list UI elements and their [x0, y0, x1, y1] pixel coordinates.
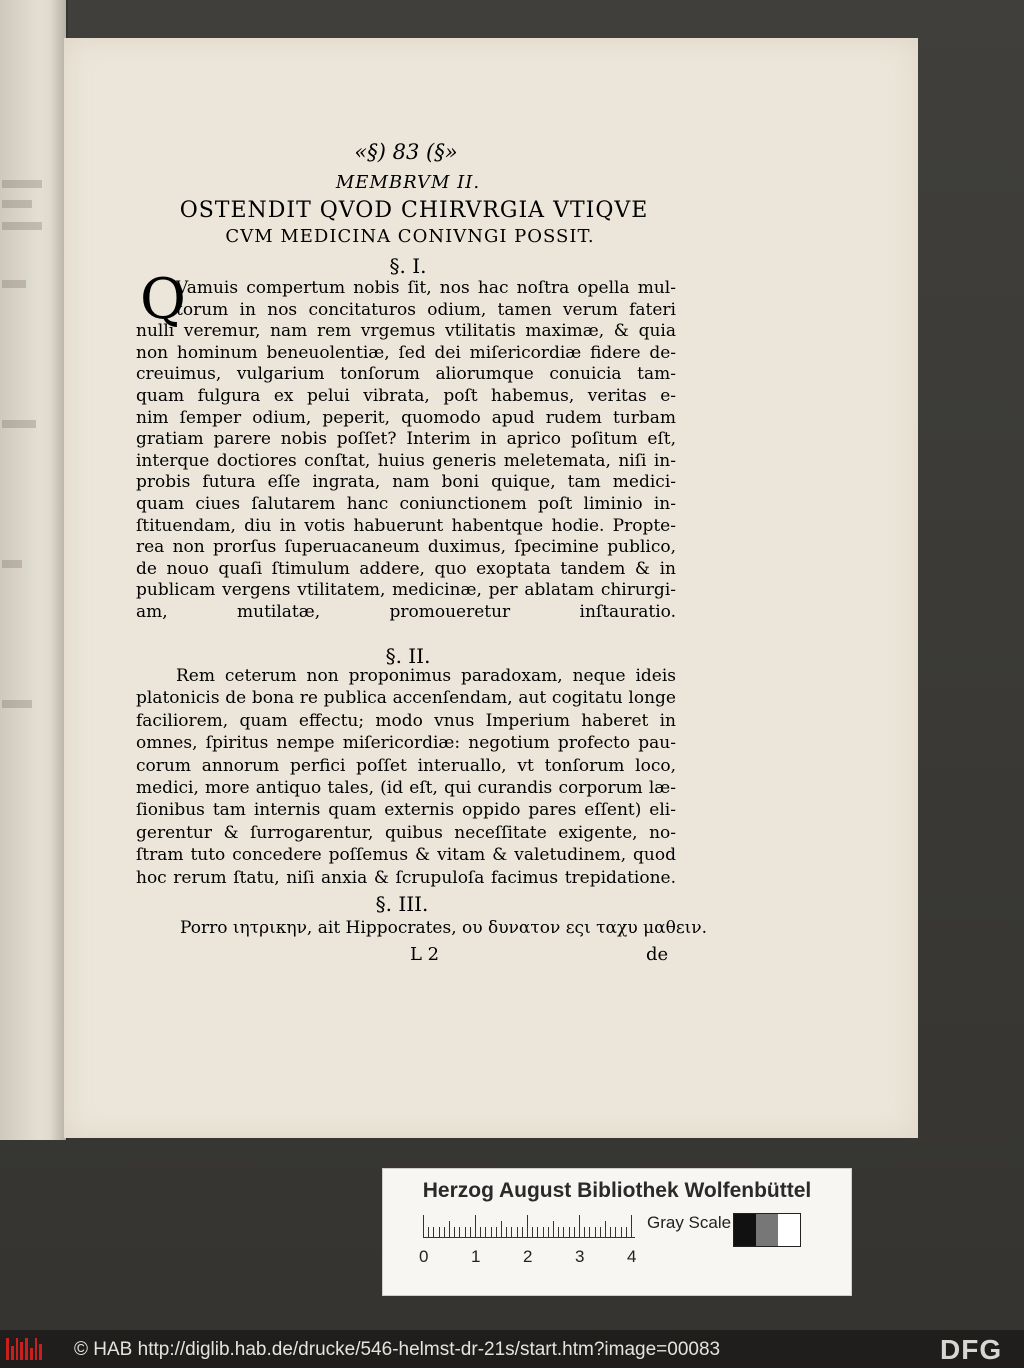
section-heading-1: §. I.	[389, 254, 427, 278]
text-line: platonicis de bona re publica accenſendam, aut cogitatu longe	[136, 688, 676, 709]
ruler-tick	[589, 1227, 590, 1237]
text-line: publicam vergens vtilitatem, medicinæ, per ablatam chirurgi-	[136, 580, 676, 601]
text-line: medici, more antiquo tales, (id eſt, qui curandis corporum læ-	[136, 778, 676, 798]
catchword: de	[646, 944, 669, 965]
text-line: hoc rerum ſtatu, niſi anxia & ſcrupuloſa facimus trepidatione.	[136, 867, 676, 888]
viewer-footer-bar	[0, 1330, 1024, 1368]
ruler-tick	[569, 1227, 570, 1237]
gray-swatch-patch	[734, 1214, 756, 1246]
dfg-logo: DFG	[940, 1334, 1003, 1365]
ruler-tick	[537, 1227, 538, 1237]
text-line: gratiam parere nobis poſſet? Interim in aprico poſitum eſt,	[136, 429, 676, 450]
ruler-tick	[600, 1227, 601, 1237]
ruler-tick	[631, 1215, 632, 1237]
ruler-tick	[626, 1227, 627, 1237]
ruler-tick	[423, 1215, 424, 1237]
ruler-tick	[485, 1227, 486, 1237]
ruler-tick	[553, 1221, 554, 1237]
text-line: non hominum beneuolentiæ, ſed dei miſericordiæ fidere de-	[136, 342, 676, 363]
text-line: ſtituendam, diu in votis habuerunt habentque hodie. Propte-	[136, 515, 676, 536]
ruler-number: 3	[575, 1247, 585, 1266]
chapter-title-line-2: CVM MEDICINA CONIVNGI POSSIT.	[225, 226, 595, 247]
library-color-card	[382, 1168, 852, 1296]
text-line: probis futura eſſe ingrata, nam boni quique, tam medici-	[136, 472, 676, 493]
text-line: creuimus, vulgarium tonſorum aliorumque conuicia tam-	[136, 364, 676, 385]
text-line: Vamuis compertum nobis ſit, nos hac noſtra opella mul-	[176, 278, 676, 298]
text-line: ſtram tuto concedere poſſemus & vitam & valetudinem, quod	[136, 845, 676, 866]
copyright-link[interactable]: © HAB http://diglib.hab.de/drucke/546-helmst-dr-21s/start.htm?image=00083	[74, 1339, 721, 1360]
ruler-tick	[605, 1221, 606, 1237]
paragraph-3-line: Porro ιητρικην, ait Hippocrates, ου δυνατον εςι ταχυ μαθειν.	[180, 918, 708, 938]
ruler-tick	[459, 1227, 460, 1237]
ruler-tick	[511, 1227, 512, 1237]
chapter-title-line-1: OSTENDIT QVOD CHIRVRGIA VTIQVE	[179, 198, 649, 223]
gray-swatch-patch	[756, 1214, 778, 1246]
ruler-tick	[454, 1227, 455, 1237]
ruler-tick	[532, 1227, 533, 1237]
text-line: interque doctiores conſtat, huius generis meletemata, niſi in-	[136, 450, 676, 471]
ruler-number: 4	[627, 1247, 637, 1266]
ruler-tick	[615, 1227, 616, 1237]
page-headline: «§) 83 (§»	[354, 140, 458, 164]
ruler-tick	[527, 1215, 528, 1237]
ruler-tick	[480, 1227, 481, 1237]
signature-mark: L 2	[410, 944, 440, 965]
text-line: rea non prorſus ſuperuacaneum duximus, ſpecimine publico,	[136, 537, 676, 558]
barcode-icon	[6, 1338, 42, 1360]
ruler-tick	[491, 1227, 492, 1237]
text-line: gerentur & ſurrogarentur, quibus neceſſitate exigente, no-	[136, 822, 676, 843]
text-line: corum annorum perfici poſſet interuallo, vt tonſorum loco,	[136, 755, 676, 776]
ruler-tick	[574, 1227, 575, 1237]
ruler-tick	[465, 1227, 466, 1237]
gray-swatch-patch	[778, 1214, 800, 1246]
ruler-tick	[475, 1215, 476, 1237]
drop-capital: Q	[140, 267, 186, 332]
ruler-tick	[449, 1221, 450, 1237]
library-name: Herzog August Bibliothek Wolfenbüttel	[422, 1179, 812, 1202]
ruler-number: 1	[471, 1247, 481, 1266]
ruler-tick	[501, 1221, 502, 1237]
text-line: ſionibus tam internis quam externis oppido pares eſſent) eli-	[136, 800, 676, 821]
text-line: de nouo quaſi ſtimulum addere, quo exoptata tandem & in	[136, 558, 676, 579]
ruler-tick	[584, 1227, 585, 1237]
gray-scale-swatch	[733, 1213, 801, 1247]
section-heading-2: §. II.	[385, 644, 431, 668]
member-title: MEMBRVM II.	[335, 172, 481, 193]
text-line: nim ſemper odium, peperit, quomodo apud rudem turbam	[136, 407, 676, 428]
text-line: Rem ceterum non proponimus paradoxam, neque ideis	[176, 666, 676, 686]
ruler-tick	[558, 1227, 559, 1237]
ruler-tick	[506, 1227, 507, 1237]
text-line: quam ciues ſalutarem hanc coniunctionem poſt liminio in-	[136, 494, 676, 514]
ruler-tick	[444, 1227, 445, 1237]
ruler-tick	[470, 1227, 471, 1237]
ruler-tick	[543, 1227, 544, 1237]
text-line: quam fulgura ex pelui vibrata, poſt habemus, veritas e-	[136, 386, 676, 406]
ruler-tick	[595, 1227, 596, 1237]
ruler-tick	[433, 1227, 434, 1237]
ruler-tick	[439, 1227, 440, 1237]
ruler-tick	[496, 1227, 497, 1237]
ruler-tick	[517, 1227, 518, 1237]
ruler-tick	[563, 1227, 564, 1237]
ruler-tick	[610, 1227, 611, 1237]
ruler-tick	[548, 1227, 549, 1237]
section-heading-3: §. III.	[375, 892, 429, 916]
gray-scale-label: Gray Scale	[647, 1213, 732, 1232]
text-line: nulli veremur, nam rem vrgemus vtilitatis maximæ, & quia	[136, 321, 676, 342]
ruler-number: 0	[419, 1247, 429, 1266]
text-line: am, mutilatæ, promoueretur inſtauratio.	[136, 602, 676, 622]
text-line: faciliorem, quam effectu; modo vnus Imperium haberet in	[136, 710, 676, 731]
ruler-tick	[522, 1227, 523, 1237]
ruler-tick	[428, 1227, 429, 1237]
text-line: omnes, ſpiritus nempe miſericordiæ: negotium profecto pau-	[136, 733, 676, 754]
text-line: torum in nos concitaturos odium, tamen verum fateri	[176, 299, 676, 320]
ruler-number: 2	[523, 1247, 533, 1266]
ruler-tick	[621, 1227, 622, 1237]
scale-ruler	[423, 1213, 635, 1238]
ruler-tick	[579, 1215, 580, 1237]
